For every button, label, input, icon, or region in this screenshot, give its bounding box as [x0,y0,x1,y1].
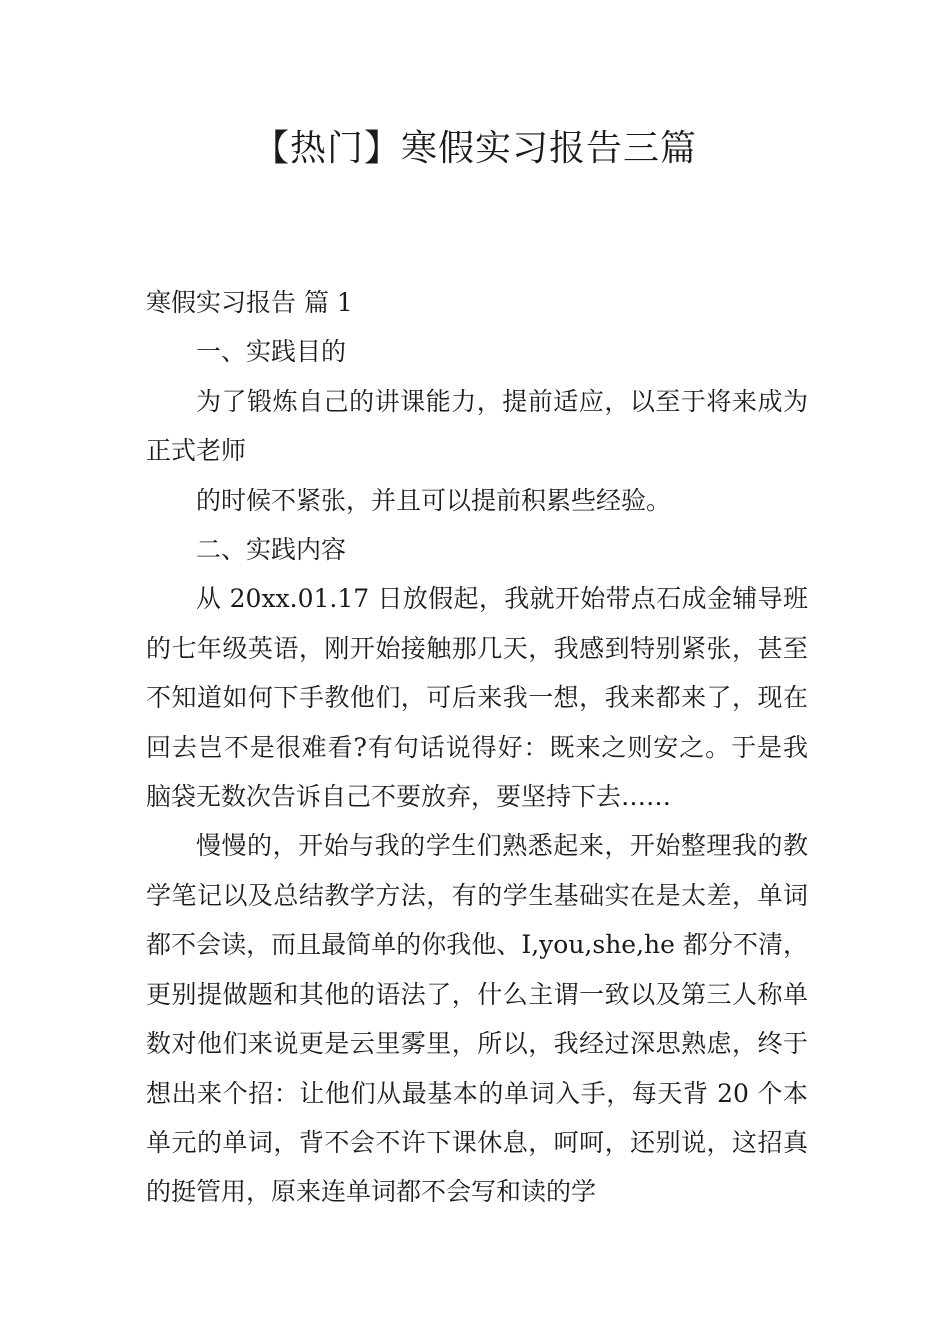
paragraph-purpose-1: 为了锻炼自己的讲课能力，提前适应，以至于将来成为正式老师 [146,386,808,466]
paragraph-purpose-2: 的时候不紧张，并且可以提前积累些经验。 [196,485,672,515]
section-heading: 寒假实习报告 篇 1 [146,288,353,317]
document-title: 【热门】寒假实习报告三篇 [252,128,697,169]
document-body [146,278,808,1217]
paragraph-heading-content: 二、实践内容 [196,535,347,565]
paragraph-heading-purpose: 一、实践目的 [196,337,347,367]
paragraph-content-2: 慢慢的，开始与我的学生们熟悉起来，开始整理我的教学笔记以及总结教学方法，有的学生基础实在是太差，单词都不会读，而且最简单的你我他、I,you,she,he 都分不清，更别提做题和其他的语法了，什么主谓一致以及第三人称单数对他们来说更是云里雾里，所以，我经过深思熟虑，终于想出来个招：让他们从最基本的单词入手，每天背 20 个本单元的单词，背不会不许下课休息，呵呵，还别说，这招真的挺管用，原来连单词都不会写和读的学 [146,831,808,1207]
paragraph-content-1: 从 20xx.01.17 日放假起，我就开始带点石成金辅导班的七年级英语，刚开始接触那几天，我感到特别紧张，甚至不知道如何下手教他们，可后来我一想，我来都来了，现在回去岂不是很难看?有句话说得好：既来之则安之。于是我脑袋无数次告诉自己不要放弃，要坚持下去…… [146,584,808,812]
